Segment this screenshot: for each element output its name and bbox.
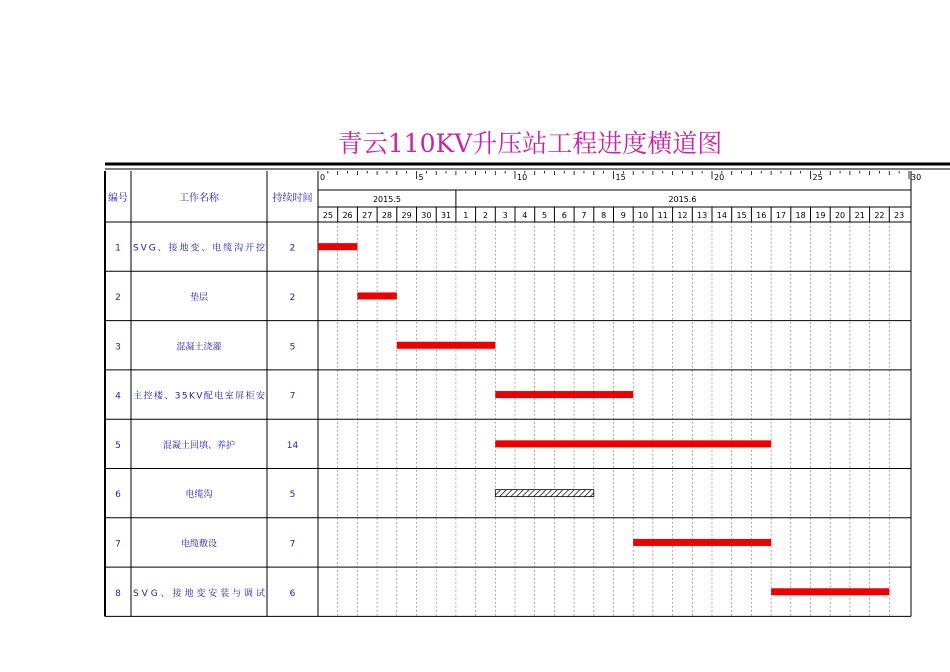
task-duration: 14 xyxy=(286,440,299,451)
month-label: 2015.5 xyxy=(372,195,401,204)
date-label: 5 xyxy=(542,211,548,220)
task-no: 2 xyxy=(115,292,121,303)
task-name: 电缆沟 xyxy=(185,490,213,501)
gantt-bar xyxy=(495,440,771,447)
header-name: 工作名称 xyxy=(179,193,219,204)
gantt-bar xyxy=(771,588,889,595)
date-label: 20 xyxy=(834,211,846,220)
gantt-bar-hatched xyxy=(495,490,594,497)
task-name: 电缆敷设 xyxy=(180,539,218,550)
task-name: SVG、接地变、电缆沟开挖 xyxy=(133,243,265,254)
date-label: 12 xyxy=(677,211,688,220)
ruler-label: 20 xyxy=(714,173,725,182)
gantt-bar xyxy=(357,292,396,299)
ruler-label: 15 xyxy=(615,173,626,182)
task-no: 4 xyxy=(115,391,121,402)
date-label: 25 xyxy=(322,211,333,220)
task-no: 8 xyxy=(115,588,121,599)
date-label: 4 xyxy=(522,211,528,220)
task-no: 5 xyxy=(115,440,121,451)
task-duration: 7 xyxy=(289,539,296,550)
date-label: 10 xyxy=(637,211,649,220)
date-label: 3 xyxy=(502,211,508,220)
chart-title: 青云110KV升压站工程进度横道图 xyxy=(337,129,723,158)
task-no: 3 xyxy=(115,342,121,353)
task-name: 主控楼、35KV配电室屏柜安 xyxy=(133,391,265,402)
date-label: 17 xyxy=(775,211,787,220)
date-label: 21 xyxy=(854,211,865,220)
task-name: 垫层 xyxy=(189,292,209,303)
date-label: 26 xyxy=(342,211,353,220)
date-label: 7 xyxy=(581,211,587,220)
date-label: 13 xyxy=(697,211,708,220)
date-label: 8 xyxy=(601,211,607,220)
task-no: 7 xyxy=(115,539,121,550)
task-no: 6 xyxy=(115,490,121,501)
task-duration: 5 xyxy=(289,342,296,353)
date-label: 18 xyxy=(795,211,806,220)
date-label: 23 xyxy=(894,211,905,220)
date-label: 19 xyxy=(815,211,826,220)
date-label: 29 xyxy=(401,211,412,220)
task-name: 混凝土浇灌 xyxy=(176,342,222,353)
ruler-label: 25 xyxy=(812,173,823,182)
date-label: 15 xyxy=(736,211,747,220)
date-label: 11 xyxy=(657,211,668,220)
header-duration: 持续时间 xyxy=(272,193,313,204)
month-label: 2015.6 xyxy=(668,195,697,204)
task-name: 混凝土回填、养护 xyxy=(162,440,236,451)
task-duration: 2 xyxy=(289,243,296,254)
header-no: 编号 xyxy=(108,193,128,204)
date-label: 9 xyxy=(620,211,626,220)
date-label: 27 xyxy=(362,211,373,220)
ruler-label: 30 xyxy=(911,173,922,182)
date-label: 22 xyxy=(874,211,885,220)
gantt-bar xyxy=(495,391,633,398)
task-duration: 5 xyxy=(289,490,296,501)
date-label: 2 xyxy=(482,211,488,220)
ruler-label: 5 xyxy=(418,173,424,182)
task-duration: 6 xyxy=(289,588,296,599)
task-no: 1 xyxy=(115,243,121,254)
date-label: 6 xyxy=(561,211,567,220)
date-label: 14 xyxy=(716,211,727,220)
gantt-bar xyxy=(633,539,771,546)
date-label: 16 xyxy=(756,211,767,220)
task-duration: 2 xyxy=(289,292,296,303)
date-label: 30 xyxy=(421,211,432,220)
gantt-bar xyxy=(397,342,496,349)
ruler-label: 0 xyxy=(320,173,326,182)
task-name: SVG、接地变安装与调试 xyxy=(133,588,265,599)
date-label: 31 xyxy=(440,211,452,220)
gantt-bar xyxy=(318,243,357,250)
ruler-label: 10 xyxy=(517,173,528,182)
date-label: 28 xyxy=(381,211,393,220)
task-duration: 7 xyxy=(289,391,296,402)
date-label: 1 xyxy=(463,211,469,220)
